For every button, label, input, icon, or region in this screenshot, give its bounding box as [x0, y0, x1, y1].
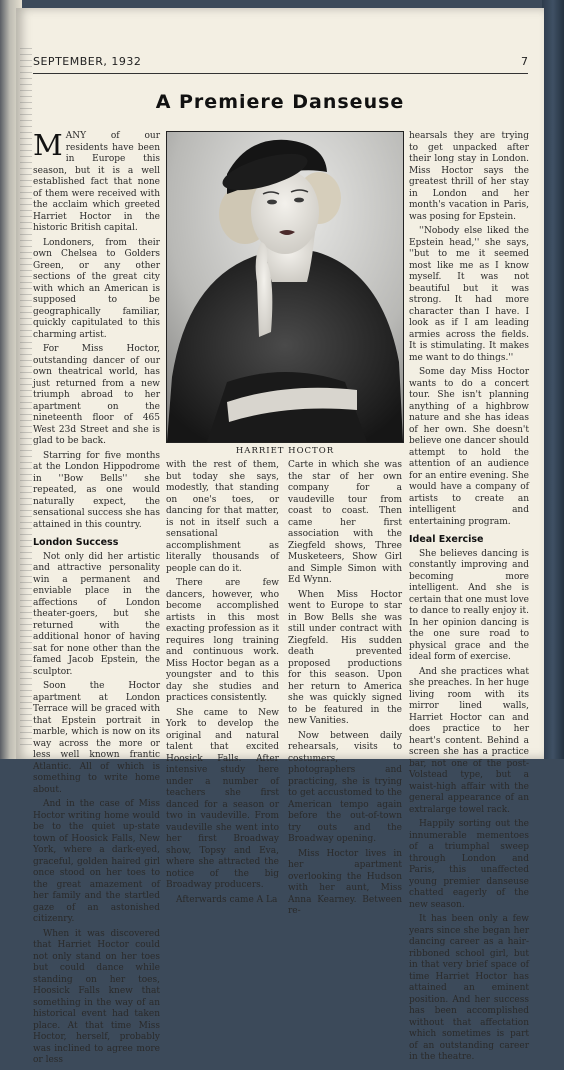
paragraph-text: She believes dancing is constantly improving and becoming more intelligent. And she is certain that one must love to dance to really enjoy it. In her opinion dancing is the one sure road to physical grace and the ideal form of exercise. [409, 548, 529, 662]
paragraph-text: Miss Hoctor lives in her apartment overlooking the Hudson with her aunt, Miss Anna Kearney. Between re- [288, 848, 402, 916]
paragraph-text: Soon the Hoctor apartment at London Terrace will be graced with that Epstein portrait in marble, which is now on its way across the more or less well known frantic Atlantic. All of which is something to write home about. [33, 681, 160, 795]
magazine-page [16, 8, 544, 1065]
paragraph-text: Happily sorting out the innumerable mementoes of a triumphal sweep through London and Paris, this unaffected young premier danseuse chatted eagerly of the new season. [409, 819, 529, 910]
paragraph-text: And she practices what she preaches. In her huge living room with its mirror lined walls, Harriet Hoctor can and does practice to her heart's content. Behind a screen she has a practice bar, not one of the post-Volstead type, but a waist-high affair with the general appearance of an extralarge towel rack. [409, 666, 529, 815]
article-paragraph [33, 799, 160, 926]
article-paragraph [409, 549, 529, 664]
page-header [33, 53, 528, 74]
article-column-4 [409, 131, 529, 1067]
paragraph-text: She came to New York to develop the original and natural talent that excited Hoosick Falls. After intensive study here under a number of teachers she first danced for a season or two in vaudeville. From vaudeville she went into her first Broadway show, Topsy and Eva, where she attracted the notice of the big Broadway producers. [166, 707, 279, 890]
paragraph-text: Not only did her artistic and attractive personality win a permanent and enviable place in the affections of London theater-goers, but she returned with the additional honor of having sat for none other than the famed Jacob Epstein, the sculptor. [33, 551, 160, 677]
paragraph-text: For Miss Hoctor, outstanding dancer of our own theatrical world, has just returned from a new triumph abroad to her apartment on the nineteenth floor of 465 West 23d Street and she is glad to be back. [33, 344, 160, 446]
paragraph-text: with the rest of them, but today she says, modestly, that standing on one's toes, or dancing for that matter, is not in itself such a sensational accomplishment as literally thousands of people can do it. [166, 460, 279, 574]
paragraph-text: Some day Miss Hoctor wants to do a concert tour. She isn't planning anything of a highbrow nature and she has ideas of her own. She doesn't believe one dancer should attempt to hold the attention of an audience for an entire evening. She would have a company of artists to create an intelligent and entertaining program. [409, 367, 529, 527]
article-paragraph [409, 914, 529, 1064]
article-paragraph [33, 929, 160, 1067]
article-paragraph [33, 344, 160, 448]
article-paragraph [288, 731, 402, 846]
article-paragraph [409, 367, 529, 528]
issue-date: SEPTEMBER, 1932 [33, 55, 142, 68]
drop-cap: M [33, 128, 63, 162]
photo-caption: HARRIET HOCTOR [235, 446, 335, 456]
portrait-photo [166, 131, 404, 443]
article-paragraph [409, 226, 529, 364]
section-heading: Ideal Exercise [409, 534, 484, 545]
binding-right [542, 0, 564, 759]
facing-page-bleed [20, 48, 32, 748]
paragraph-text: ANY of our residents have been in Europe this season, but it is a well established fact that none of them were received with the acclaim which greeted Harriet Hoctor in the historic British capital. [33, 131, 160, 233]
article-paragraph [288, 460, 402, 587]
paragraph-text: And in the case of Miss Hoctor writing home would be to the quiet up-state town of Hoosick Falls, New York, where a dark-eyed, graceful, golden haired girl once stood on her toes to the great amazement of her family and the startled gaze of an astonished citizenry. [33, 799, 160, 924]
paragraph-text: Now between daily rehearsals, visits to costumers, photographers and practicing, she is trying to get accustomed to the American tempo again before the out-of-town try outs and the Broadway opening. [288, 730, 402, 844]
article-paragraph [409, 819, 529, 911]
article-paragraph [288, 590, 402, 728]
article-column-1 [33, 128, 160, 1070]
paragraph-text: Starring for five months at the London Hippodrome in ''Bow Bells'' she repeated, as one would naturally expect, the sensational success she has attained in this country. [33, 450, 160, 530]
article-paragraph [33, 681, 160, 796]
article-paragraph [166, 708, 279, 892]
article-paragraph [409, 667, 529, 817]
article-paragraph [409, 131, 529, 223]
portrait-image [167, 132, 403, 442]
article-paragraph [166, 460, 279, 575]
paragraph-text: ''Nobody else liked the Epstein head,'' she says, ''but to me it seemed most like me as I know myself. It was not beautiful but it was strong. It had more character than I have. I look as if I am leading armies across the fields. It is stimulating. It makes me want to do things.'' [409, 226, 529, 363]
paragraph-text: Londoners, from their own Chelsea to Golders Green, or any other sections of the great city with which an American is supposed to be geographically familiar, quickly capitulated to this charming artist. [33, 237, 160, 340]
paragraph-text: It has been only a few years since she began her dancing career as a hair-ribboned school girl, but in that very brief space of time Harriet Hoctor has attained an eminent position. And her success has been accomplished without that affectation which sometimes is part of an outstanding career in the theatre. [409, 914, 529, 1062]
paragraph-text: When Miss Hoctor went to Europe to star in Bow Bells she was still under contract with Ziegfeld. His sudden death prevented proposed productions for this season. Upon her return to America she was quickly signed to be featured in the new Vanities. [288, 589, 402, 726]
paragraph-text: When it was discovered that Harriet Hoctor could not only stand on her toes but could dance while standing on her toes, Hoosick Falls knew that something in the way of an historical event had taken place. At that time Miss Hoctor, herself, probably was inclined to agree more or less [33, 928, 160, 1065]
article-title: A Premiere Danseuse [155, 91, 405, 113]
article-paragraph [166, 895, 279, 907]
article-paragraph [33, 552, 160, 679]
article-column-2 [166, 460, 279, 909]
article-paragraph [33, 451, 160, 532]
article-paragraph [33, 238, 160, 342]
article-paragraph [33, 128, 160, 235]
article-paragraph [288, 849, 402, 918]
article-column-3 [288, 460, 402, 921]
page-number: 7 [521, 55, 528, 68]
section-heading: London Success [33, 537, 119, 548]
paragraph-text: There are few dancers, however, who become accomplished artists in this most exacting profession as it requires long training and continuous work. Miss Hoctor began as a youngster and to this day she studies and practices consistently. [166, 578, 279, 703]
article-paragraph [166, 578, 279, 705]
paragraph-text: Afterwards came A La [176, 894, 278, 905]
paragraph-text: Carte in which she was the star of her own company for a vaudeville tour from coast to coast. Then came her first association with the Ziegfeld shows, Three Musketeers, Show Girl and Simple Simon with Ed Wynn. [288, 460, 402, 585]
paragraph-text: hearsals they are trying to get unpacked after their long stay in London. Miss Hoctor says the greatest thrill of her stay in London and her month's vacation in Paris, was posing for Epstein. [409, 131, 529, 222]
